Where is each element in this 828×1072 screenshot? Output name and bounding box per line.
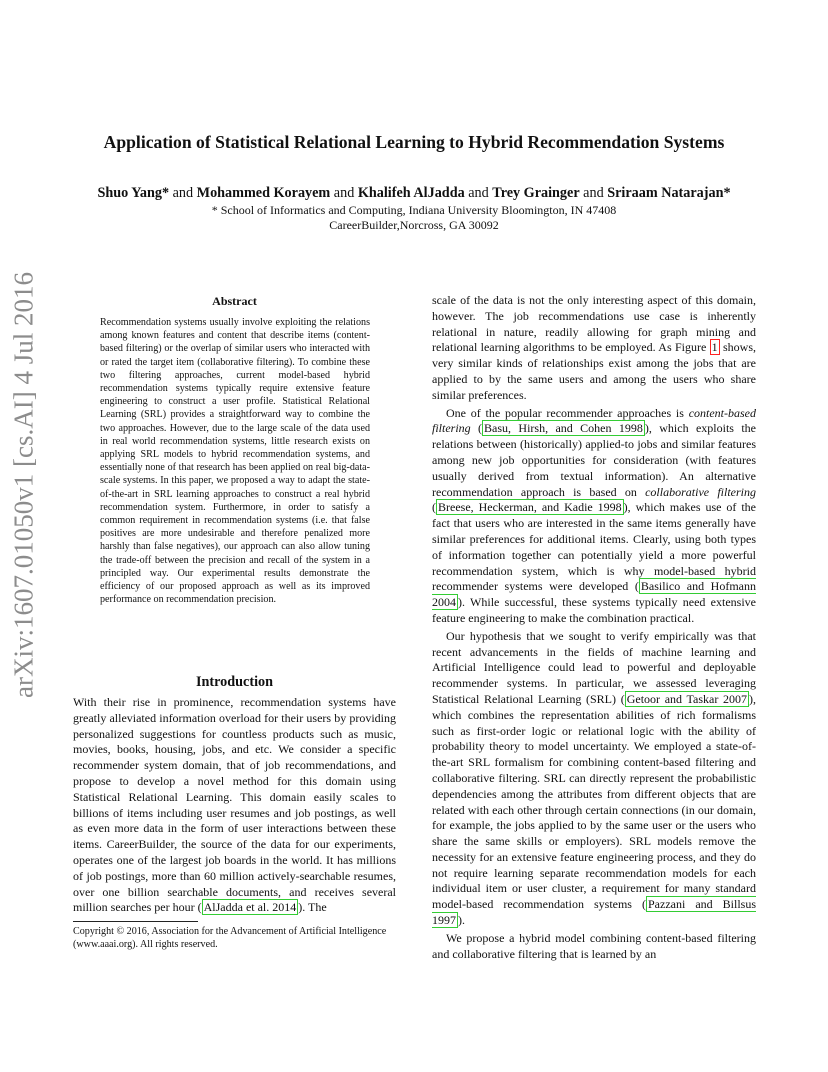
citation-link[interactable]: Basu, Hirsh, and Cohen 1998: [484, 421, 643, 436]
affiliation-line: CareerBuilder,Norcross, GA 30092: [329, 218, 499, 232]
footnote-rule: [73, 921, 198, 922]
section-heading-introduction: Introduction: [196, 674, 273, 690]
author-separator: and: [468, 185, 489, 201]
paragraph: [73, 695, 396, 916]
paragraph: [432, 293, 756, 404]
author-separator: and: [333, 185, 355, 201]
emphasized-term: content-based filtering: [432, 405, 756, 436]
abstract-text: Recommendation systems usually involve exploiting the relations among known features and content that describe items (content-based filtering) or the overlap of similar users who interacted with or rated the target item (collaborative filtering). To combine these two filtering approaches, current model-based hybrid recommendation systems typically require extensive feature engineering to construct a user profile. Statistical Relational Learning (SRL) provides a straightforward way to combine the two approaches. However, due to the large scale of the data used in real world recommendation systems, little research exists on applying SRL models to hybrid recommendation systems, and essentially none of that research has been applied on real big-data-scale systems. In this paper, we proposed a way to adapt the state-of-the-art in SRL learning approaches to construct a real hybrid recommendation system. Furthermore, in order to satisfy a common requirement in recommendation systems (i.e. that false positives are more undesirable and therefore penalized more harshly than false negatives), our approach can also allow tuning the trade-off between the precision and recall of the system in a principled way. Our experimental results demonstrate the efficiency of our proposed approach as well as its improved performance on recommendation precision.: [100, 317, 370, 606]
paragraph-text: Our hypothesis that we sought to verify empirically was that recent advancements in the fields of machine learning and Artificial Intelligence could lead to powerful and deployable recommender systems. In particular, we assessed leveraging Statistical Relational Learning (SRL) (: [432, 628, 756, 706]
introduction-body: [73, 695, 396, 916]
paragraph-text: ).: [458, 913, 465, 928]
paragraph-text: ), which makes use of the fact that users who are interested in the same items generally have similar preferences for additional items. Clearly, using both types of information together can potentially yield a more powerful recommendation system, which is why model-based hybrid recommender systems were developed (: [432, 500, 756, 594]
author-name: Shuo Yang*: [97, 185, 170, 201]
paragraph-text: One of the popular recommender approaches is: [446, 405, 689, 420]
paragraph-text: shows, very similar kinds of relationships exist among the jobs that are applied to by the same users and among the users who share similar preferences.: [432, 340, 756, 402]
author-name: Sriraam Natarajan*: [607, 185, 731, 201]
paragraph-text: ). While successful, these systems typically need extensive feature engineering to make the combination practical.: [432, 595, 756, 625]
paragraph-text: (: [470, 421, 483, 436]
citation-link[interactable]: Pazzani and Billsus 1997: [432, 897, 757, 928]
arxiv-stamp: [4, 272, 44, 698]
paragraph: [432, 406, 756, 627]
paper-title: Application of Statistical Relational Learning to Hybrid Recommendation Systems: [103, 132, 725, 152]
citation-link[interactable]: AlJadda et al. 2014: [203, 900, 297, 915]
abstract-heading: Abstract: [212, 294, 257, 308]
author-name: Trey Grainger: [492, 185, 580, 201]
copyright-notice: Copyright © 2016, Association for the Advancement of Artificial Intelligence (www.aaai.org). All rights reserved.: [73, 926, 387, 951]
paragraph-text: ), which exploits the relations between (historically) applied-to jobs and similar features among new job opportunities for consideration (with features usually derived from textual information). An alternative recommendation approach is based on: [432, 421, 757, 499]
paragraph-text: ). The: [298, 900, 327, 915]
citation-link[interactable]: Breese, Heckerman, and Kadie 1998: [438, 500, 622, 515]
author-name: Mohammed Korayem: [196, 185, 331, 201]
paragraph-text: With their rise in prominence, recommendation systems have greatly alleviated information overload for their users by providing personalized suggestions for countless products such as music, movies, books, housing, jobs, and etc. We consider a specific recommender system domain, that of job recommendations, and propose to develop a novel method for this domain using Statistical Relational Learning. This domain easily scales to billions of items including user resumes and job postings, as well as even more data in the form of user interactions between these items. CareerBuilder, the source of the data for our experiments, operates one of the largest job boards in the world. It has millions of job postings, more than 60 million actively-searchable resumes, over one billion searchable documents, and receives several million searches per hour (: [73, 695, 396, 915]
author-separator: and: [583, 185, 604, 201]
paragraph-text: ), which combines the representation abilities of rich formalisms such as first-order logic or relational logic with the ability of probability theory to model uncertainty. We employed a state-of-the-art SRL formalism for combining content-based filtering and collaborative filtering. SRL can directly represent the probabilistic dependencies among the attributes from different objects that are related with each other through certain connections (in our domain, for example, the jobs applied to by the same user or the users who share the same skills or employers). SRL models remove the necessity for an extensive feature engineering process, and they do not require learning separate recommendation models for each individual item or user cluster, a requirement for many standard model-based recommendation systems (: [432, 691, 757, 912]
right-column: [432, 293, 756, 962]
emphasized-term: collaborative filtering: [645, 484, 756, 499]
affiliation-line: * School of Informatics and Computing, Indiana University Bloomington, IN 47408: [211, 203, 617, 217]
citation-link[interactable]: Basilico and Hofmann 2004: [432, 579, 756, 610]
author-list: [0, 184, 828, 202]
figure-reference-link[interactable]: 1: [711, 340, 718, 355]
paragraph-text: (: [432, 500, 436, 515]
citation-link[interactable]: Getoor and Taskar 2007: [626, 691, 748, 706]
paragraph: We propose a hybrid model combining content-based filtering and collaborative filtering that is learned by an: [432, 930, 756, 961]
author-separator: and: [172, 185, 194, 201]
author-name: Khalifeh AlJadda: [357, 185, 465, 201]
paragraph-text: scale of the data is not the only interesting aspect of this domain, however. The job recommendations use case is inherently relational in nature, readily allowing for graph mining and relational learning algorithms to be employed. As Figure: [432, 293, 756, 355]
paragraph: [432, 629, 756, 929]
arxiv-identifier: arXiv:1607.01050v1 [cs.AI] 4 Jul 2016: [8, 272, 39, 698]
